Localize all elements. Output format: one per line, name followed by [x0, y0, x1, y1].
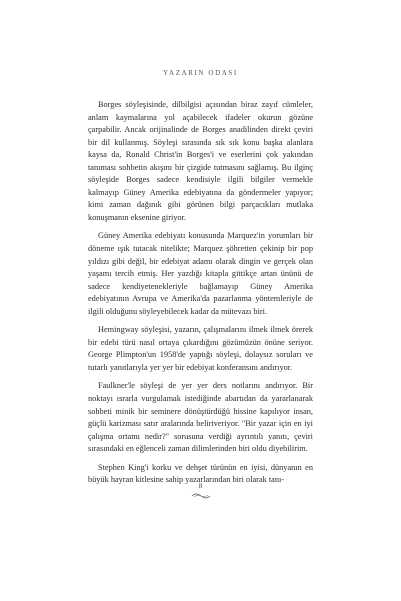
- paragraph: Stephen King'i korku ve dehşet türünün en iyisi, dünyanın en büyük hayran kitlesine sahip yazarlarından biri olarak tanı-: [88, 462, 313, 485]
- paragraph: Güney Amerika edebiyatı konusunda Marquez'in yorumları bir döneme ışık tutacak nitelikte; Marquez şöhretten çekinip bir pop yıldızı gibi değil, bir edebiyat adamı olarak dingin ve gerçek olan yaşamı tercih etmiş. Her yazdığı kitapla gittikçe artan ününü de sadece kendiyetenekleriyle bağlamayıp Güney Amerika edebiyatının Avrupa ve Amerika'da pazarlanma yöntemleriyle de ilgili olduğunu söyleyebilecek kadar da mütevazı biri.: [88, 231, 313, 316]
- flourish-icon: [191, 492, 211, 500]
- page-number: 8: [198, 482, 203, 490]
- paragraph: Hemingway söyleşisi, yazarın, çalışmalarını ilmek ilmek örerek bir edebi türü nasıl ortaya çıkardığını gözümüzün önüne seriyor. George Plimpton'un 1958'de yaptığı söyleşi, dolaysız soruları ve tutarlı yanıtlarıyla yer yer bir edebiyat konferansını andırıyor.: [88, 325, 313, 372]
- running-head: YAZARIN ODASI: [163, 69, 238, 77]
- paragraph: Borges söyleşisinde, dilbilgisi açısından biraz zayıf cümleler, anlam kaymalarına yol açabilecek ifadeler okurun gözüne çarpabilir. Ancak orijinalinde de Borges anadilinden direkt çeviri bir dil kullanmış. Söyleşi sırasında sık sık konu başka alanlara kaysa da, Ronald Christ'in Borges'i ve eserlerini çok yakından tanıması sohbetin akışını bir çizgide tutmasını sağlamış. Bu ilginç söyleşide Borges sadece kendisiyle ilgili bilgiler vermekle kalmayıp Güney Amerika edebiyatına da göndermeler yapıyor; kimi zaman dağınık gibi görünen bilgi parçacıkları mutlaka konuşmanın eksenine giriyor.: [88, 100, 313, 222]
- page-footer: [0, 482, 401, 500]
- paragraph: Faulkner'le söyleşi de yer yer ders notlarını andırıyor. Bir noktayı ısrarla vurgulamak istediğinde abartıdan da yararlanarak sohbeti minik bir seminere dönüştürdüğü hissine kapılıyor insan, güçlü karizması satır aralarında beliriveriyor. "Bir yazar için en iyi çalışma ortamı nedir?" sorusuna verdiği ayrıntılı yanıtı, çeviri sırasındaki en eğlenceli zaman dilimlerinden biri oldu diyebilirim.: [88, 381, 313, 454]
- body-text: [88, 99, 313, 487]
